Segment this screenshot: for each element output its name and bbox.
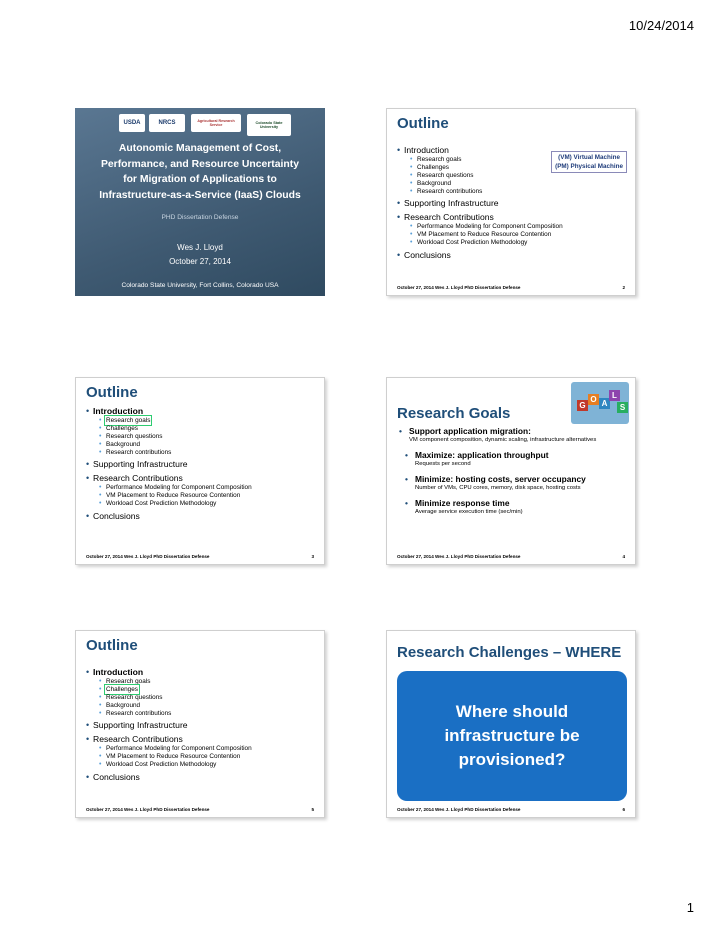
outline-label: Introduction	[93, 667, 144, 677]
outline-label: Conclusions	[404, 250, 451, 260]
outline-subitem: • Performance Modeling for Component Composition	[99, 484, 252, 492]
slide-footer: October 27, 2014 Wes J. Lloyd PhD Dissertation Defense	[397, 807, 521, 812]
outline-subitem: • VM Placement to Reduce Resource Contention	[99, 492, 252, 500]
callout-line: provisioned?	[458, 750, 566, 769]
slide-title: Research Challenges – WHERE	[397, 644, 622, 661]
outline-subitem: • Workload Cost Prediction Methodology	[99, 500, 252, 508]
slide-1-title	[75, 108, 325, 296]
outline-item	[86, 734, 252, 769]
goals-block: G	[577, 400, 588, 411]
legend-pm: (PM) Physical Machine	[555, 163, 623, 170]
outline-label: Research Contributions	[93, 734, 183, 744]
slide-title: Outline	[86, 384, 138, 401]
legend-vm: (VM) Virtual Machine	[558, 154, 620, 161]
outline-item	[86, 667, 252, 718]
highlight-box: Research goals	[106, 417, 151, 424]
slide-footer: October 27, 2014 Wes J. Lloyd PhD Dissertation Defense	[397, 285, 521, 290]
slide-number: 6	[622, 807, 625, 812]
outline-label: Introduction	[93, 406, 144, 416]
goal-desc: Requests per second	[415, 461, 471, 467]
outline-item	[397, 198, 563, 209]
slide-2-outline	[386, 108, 636, 296]
outline-label: Introduction	[404, 145, 449, 155]
outline-item	[397, 145, 563, 196]
slide-4-research-goals	[386, 377, 636, 565]
goal-desc: Number of VMs, CPU cores, memory, disk space, hosting costs	[415, 485, 581, 491]
outline-label: Research Contributions	[93, 473, 183, 483]
outline-subitem-highlighted	[99, 417, 252, 425]
outline-subitem: • Challenges	[410, 164, 563, 172]
usda-logo: USDA	[119, 114, 145, 132]
question-callout	[397, 671, 627, 801]
outline-subitem: • VM Placement to Reduce Resource Contention	[410, 231, 563, 239]
outline-item	[86, 772, 252, 783]
callout-line: Where should	[455, 702, 569, 721]
title-line: Autonomic Management of Cost,	[118, 143, 282, 154]
goal-label: Support application migration:	[409, 426, 531, 436]
highlight-box: Challenges	[106, 686, 138, 693]
outline-subitem: • Background	[99, 702, 252, 710]
outline-item	[86, 459, 252, 470]
goal-item	[405, 474, 631, 492]
outline-list	[86, 667, 252, 783]
title-line: Performance, and Resource Uncertainty	[100, 158, 300, 170]
slide-footer: October 27, 2014 Wes J. Lloyd PhD Dissertation Defense	[86, 554, 210, 559]
outline-subitem: • Workload Cost Prediction Methodology	[410, 239, 563, 247]
outline-subitem: • Research goals	[99, 678, 252, 686]
outline-label: Research Contributions	[404, 212, 494, 222]
outline-label: Supporting Infrastructure	[93, 459, 188, 469]
outline-item	[86, 473, 252, 508]
author-name: Wes J. Lloyd	[177, 243, 223, 252]
nrcs-logo: NRCS	[149, 114, 185, 132]
affiliation: Colorado State University, Fort Collins, Colorado USA	[121, 282, 279, 289]
outline-item	[397, 250, 563, 261]
goal-item	[405, 450, 631, 468]
outline-subitem-highlighted	[99, 686, 252, 694]
slide-number: 3	[311, 554, 314, 559]
page-number: 1	[686, 900, 694, 915]
goal-desc: VM component composition, dynamic scaling, infrastructure alternatives	[409, 437, 597, 443]
slide-number: 5	[311, 807, 314, 812]
outline-subitem: • Research questions	[99, 433, 252, 441]
goals-list	[399, 426, 631, 522]
outline-item	[86, 511, 252, 522]
outline-subitem: • VM Placement to Reduce Resource Contention	[99, 753, 252, 761]
outline-subitem: • Research goals	[410, 156, 563, 164]
goal-item	[399, 426, 631, 444]
author-block	[75, 241, 325, 269]
outline-subitem: • Performance Modeling for Component Composition	[99, 745, 252, 753]
subtitle: PHD Dissertation Defense	[161, 214, 239, 221]
csu-logo: Colorado State University	[247, 114, 291, 136]
goal-label: Maximize: application throughput	[415, 450, 549, 460]
outline-label: Supporting Infrastructure	[93, 720, 188, 730]
dissertation-title	[81, 141, 319, 203]
goals-block: L	[609, 390, 620, 401]
outline-subitem: • Research contributions	[99, 449, 252, 457]
slide-6-research-challenges	[386, 630, 636, 818]
goals-block: A	[599, 398, 610, 409]
page-date: 10/24/2014	[628, 18, 694, 33]
goal-label: Minimize response time	[415, 498, 510, 508]
goal-desc: Average service execution time (sec/min)	[415, 509, 523, 515]
title-line: for Migration of Applications to	[123, 174, 277, 185]
goal-label: Minimize: hosting costs, server occupancy	[415, 474, 586, 484]
slide-number: 2	[622, 285, 625, 290]
slide-3-outline	[75, 377, 325, 565]
outline-subitem: • Background	[410, 180, 563, 188]
goals-block: S	[617, 402, 628, 413]
slide-footer: October 27, 2014 Wes J. Lloyd PhD Dissertation Defense	[86, 807, 210, 812]
slide-number: 4	[622, 554, 625, 559]
goals-block: O	[588, 394, 599, 405]
title-line: Infrastructure-as-a-Service (IaaS) Clouds	[99, 189, 301, 201]
outline-item	[86, 720, 252, 731]
slide-title: Outline	[86, 637, 138, 654]
outline-subitem: • Research questions	[410, 172, 563, 180]
goal-item	[405, 498, 631, 516]
outline-label: Conclusions	[93, 772, 140, 782]
outline-list	[397, 145, 563, 261]
outline-subitem: • Research contributions	[99, 710, 252, 718]
slide-title: Research Goals	[397, 405, 511, 422]
outline-subitem: • Performance Modeling for Component Composition	[410, 223, 563, 231]
ars-logo: Agricultural Research Service	[191, 114, 241, 132]
outline-subitem: • Background	[99, 441, 252, 449]
presentation-date: October 27, 2014	[169, 257, 231, 266]
outline-label: Supporting Infrastructure	[404, 198, 499, 208]
outline-item	[397, 212, 563, 247]
callout-line: infrastructure be	[444, 726, 580, 745]
outline-subitem: • Challenges	[99, 425, 252, 433]
outline-item	[86, 406, 252, 457]
slide-5-outline	[75, 630, 325, 818]
outline-list	[86, 406, 252, 522]
logo-row	[75, 114, 325, 140]
outline-subitem: • Research contributions	[410, 188, 563, 196]
outline-subitem: • Workload Cost Prediction Methodology	[99, 761, 252, 769]
outline-subitem: • Research questions	[99, 694, 252, 702]
outline-label: Conclusions	[93, 511, 140, 521]
slide-footer: October 27, 2014 Wes J. Lloyd PhD Dissertation Defense	[397, 554, 521, 559]
slide-title: Outline	[397, 115, 449, 132]
goals-blocks-image	[571, 382, 629, 424]
